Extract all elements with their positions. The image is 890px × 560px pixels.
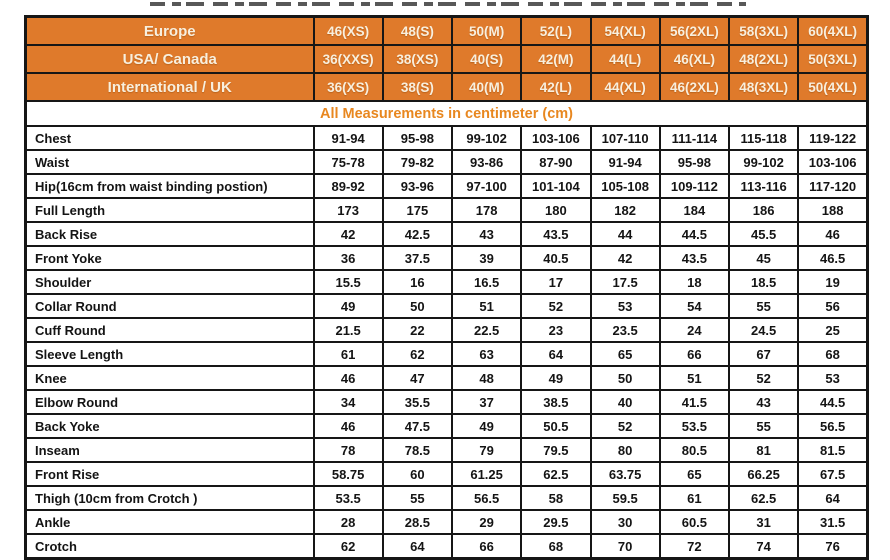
measurement-value: 35.5 [383, 390, 452, 414]
measurement-value: 81.5 [798, 438, 867, 462]
measurement-value: 46 [314, 414, 383, 438]
size-cell: 46(2XL) [660, 73, 729, 101]
measurement-label: Thigh (10cm from Crotch ) [26, 486, 314, 510]
units-note: All Measurements in centimeter (cm) [26, 101, 868, 126]
measurement-value: 115-118 [729, 126, 798, 150]
measurement-value: 101-104 [521, 174, 590, 198]
measurement-value: 28 [314, 510, 383, 534]
measurement-value: 60 [383, 462, 452, 486]
measurement-value: 76 [798, 534, 867, 559]
measurement-value: 180 [521, 198, 590, 222]
measurement-label: Inseam [26, 438, 314, 462]
size-cell: 36(XS) [314, 73, 383, 101]
measurement-value: 17 [521, 270, 590, 294]
size-cell: 48(2XL) [729, 45, 798, 73]
measurement-value: 186 [729, 198, 798, 222]
measurement-row [26, 198, 868, 222]
measurement-value: 175 [383, 198, 452, 222]
measurement-value: 18 [660, 270, 729, 294]
measurement-label: Collar Round [26, 294, 314, 318]
measurement-value: 42 [591, 246, 660, 270]
measurement-value: 44 [591, 222, 660, 246]
measurement-value: 22.5 [452, 318, 521, 342]
measurement-row [26, 390, 868, 414]
measurement-label: Elbow Round [26, 390, 314, 414]
size-cell: 56(2XL) [660, 17, 729, 46]
measurement-value: 61.25 [452, 462, 521, 486]
measurement-value: 78 [314, 438, 383, 462]
size-cell: 50(M) [452, 17, 521, 46]
measurement-value: 72 [660, 534, 729, 559]
measurement-value: 50 [383, 294, 452, 318]
measurement-value: 79 [452, 438, 521, 462]
measurement-value: 58 [521, 486, 590, 510]
measurement-value: 89-92 [314, 174, 383, 198]
units-note-row [26, 101, 868, 126]
measurement-value: 48 [452, 366, 521, 390]
measurement-value: 31 [729, 510, 798, 534]
measurement-value: 60.5 [660, 510, 729, 534]
measurement-value: 44.5 [798, 390, 867, 414]
measurement-value: 45.5 [729, 222, 798, 246]
measurement-value: 64 [521, 342, 590, 366]
measurement-value: 40.5 [521, 246, 590, 270]
measurement-value: 62.5 [521, 462, 590, 486]
measurement-label: Cuff Round [26, 318, 314, 342]
measurement-row [26, 438, 868, 462]
measurement-value: 24 [660, 318, 729, 342]
measurement-value: 16 [383, 270, 452, 294]
measurement-value: 40 [591, 390, 660, 414]
measurement-value: 29.5 [521, 510, 590, 534]
measurement-value: 109-112 [660, 174, 729, 198]
measurement-value: 37 [452, 390, 521, 414]
measurement-value: 184 [660, 198, 729, 222]
measurement-value: 17.5 [591, 270, 660, 294]
measurement-value: 53 [591, 294, 660, 318]
measurement-value: 93-96 [383, 174, 452, 198]
measurement-value: 63 [452, 342, 521, 366]
measurement-value: 81 [729, 438, 798, 462]
size-cell: 38(XS) [383, 45, 452, 73]
size-chart-table [24, 15, 869, 560]
measurement-value: 55 [729, 294, 798, 318]
header-row-international-uk [26, 73, 868, 101]
measurement-value: 55 [383, 486, 452, 510]
measurement-row [26, 366, 868, 390]
measurement-value: 91-94 [591, 150, 660, 174]
header-row-europe [26, 17, 868, 46]
measurement-value: 111-114 [660, 126, 729, 150]
measurement-value: 66 [452, 534, 521, 559]
size-cell: 48(3XL) [729, 73, 798, 101]
measurement-value: 67.5 [798, 462, 867, 486]
measurement-value: 99-102 [452, 126, 521, 150]
measurement-value: 43 [729, 390, 798, 414]
measurement-value: 46 [798, 222, 867, 246]
measurement-value: 50 [591, 366, 660, 390]
size-cell: 46(XS) [314, 17, 383, 46]
size-cell: 52(L) [521, 17, 590, 46]
measurement-rows [26, 126, 868, 559]
measurement-value: 31.5 [798, 510, 867, 534]
measurement-value: 64 [383, 534, 452, 559]
measurement-value: 62.5 [729, 486, 798, 510]
cropped-title-remnant [150, 2, 746, 6]
measurement-value: 56.5 [798, 414, 867, 438]
size-cell: 38(S) [383, 73, 452, 101]
measurement-value: 46 [314, 366, 383, 390]
size-cell: 42(M) [521, 45, 590, 73]
measurement-value: 119-122 [798, 126, 867, 150]
measurement-value: 75-78 [314, 150, 383, 174]
measurement-value: 63.75 [591, 462, 660, 486]
measurement-value: 36 [314, 246, 383, 270]
measurement-row [26, 126, 868, 150]
measurement-value: 65 [660, 462, 729, 486]
measurement-row [26, 414, 868, 438]
measurement-value: 117-120 [798, 174, 867, 198]
measurement-label: Ankle [26, 510, 314, 534]
measurement-value: 43 [452, 222, 521, 246]
size-cell: 44(XL) [591, 73, 660, 101]
measurement-value: 79-82 [383, 150, 452, 174]
measurement-value: 43.5 [521, 222, 590, 246]
size-cell: 54(XL) [591, 17, 660, 46]
size-cell: 58(3XL) [729, 17, 798, 46]
measurement-value: 87-90 [521, 150, 590, 174]
measurement-value: 50.5 [521, 414, 590, 438]
measurement-value: 53.5 [660, 414, 729, 438]
measurement-value: 24.5 [729, 318, 798, 342]
measurement-value: 178 [452, 198, 521, 222]
measurement-value: 51 [452, 294, 521, 318]
measurement-value: 42 [314, 222, 383, 246]
measurement-row [26, 150, 868, 174]
measurement-label: Full Length [26, 198, 314, 222]
measurement-value: 61 [314, 342, 383, 366]
measurement-row [26, 510, 868, 534]
measurement-value: 49 [521, 366, 590, 390]
measurement-value: 54 [660, 294, 729, 318]
measurement-value: 25 [798, 318, 867, 342]
measurement-value: 23 [521, 318, 590, 342]
measurement-value: 105-108 [591, 174, 660, 198]
measurement-value: 42.5 [383, 222, 452, 246]
measurement-value: 91-94 [314, 126, 383, 150]
measurement-value: 62 [314, 534, 383, 559]
region-label-europe: Europe [26, 17, 314, 46]
size-cell: 40(M) [452, 73, 521, 101]
measurement-value: 113-116 [729, 174, 798, 198]
size-cell: 36(XXS) [314, 45, 383, 73]
measurement-value: 68 [798, 342, 867, 366]
measurement-value: 22 [383, 318, 452, 342]
measurement-value: 44.5 [660, 222, 729, 246]
measurement-value: 34 [314, 390, 383, 414]
size-header-rows [26, 17, 868, 127]
measurement-value: 70 [591, 534, 660, 559]
measurement-value: 188 [798, 198, 867, 222]
measurement-value: 97-100 [452, 174, 521, 198]
region-label-usa-canada: USA/ Canada [26, 45, 314, 73]
measurement-value: 53.5 [314, 486, 383, 510]
measurement-label: Hip(16cm from waist binding postion) [26, 174, 314, 198]
measurement-row [26, 246, 868, 270]
measurement-value: 93-86 [452, 150, 521, 174]
measurement-value: 80 [591, 438, 660, 462]
measurement-label: Front Yoke [26, 246, 314, 270]
measurement-value: 67 [729, 342, 798, 366]
size-cell: 48(S) [383, 17, 452, 46]
measurement-value: 182 [591, 198, 660, 222]
measurement-value: 59.5 [591, 486, 660, 510]
measurement-value: 15.5 [314, 270, 383, 294]
measurement-value: 74 [729, 534, 798, 559]
measurement-value: 37.5 [383, 246, 452, 270]
measurement-value: 66.25 [729, 462, 798, 486]
measurement-value: 52 [591, 414, 660, 438]
measurement-value: 23.5 [591, 318, 660, 342]
measurement-label: Waist [26, 150, 314, 174]
size-cell: 46(XL) [660, 45, 729, 73]
measurement-value: 30 [591, 510, 660, 534]
measurement-value: 64 [798, 486, 867, 510]
measurement-value: 43.5 [660, 246, 729, 270]
measurement-value: 61 [660, 486, 729, 510]
measurement-value: 78.5 [383, 438, 452, 462]
measurement-value: 52 [521, 294, 590, 318]
measurement-label: Shoulder [26, 270, 314, 294]
measurement-value: 49 [452, 414, 521, 438]
measurement-value: 107-110 [591, 126, 660, 150]
measurement-row [26, 462, 868, 486]
measurement-row [26, 294, 868, 318]
measurement-value: 103-106 [521, 126, 590, 150]
size-cell: 50(3XL) [798, 45, 867, 73]
measurement-row [26, 534, 868, 559]
measurement-value: 99-102 [729, 150, 798, 174]
measurement-value: 95-98 [660, 150, 729, 174]
measurement-row [26, 270, 868, 294]
measurement-value: 103-106 [798, 150, 867, 174]
measurement-label: Back Rise [26, 222, 314, 246]
measurement-value: 39 [452, 246, 521, 270]
measurement-label: Sleeve Length [26, 342, 314, 366]
measurement-value: 18.5 [729, 270, 798, 294]
size-cell: 50(4XL) [798, 73, 867, 101]
measurement-value: 80.5 [660, 438, 729, 462]
measurement-value: 41.5 [660, 390, 729, 414]
measurement-value: 65 [591, 342, 660, 366]
measurement-value: 16.5 [452, 270, 521, 294]
measurement-label: Chest [26, 126, 314, 150]
measurement-label: Crotch [26, 534, 314, 559]
measurement-label: Knee [26, 366, 314, 390]
measurement-value: 38.5 [521, 390, 590, 414]
measurement-value: 52 [729, 366, 798, 390]
measurement-row [26, 174, 868, 198]
measurement-row [26, 486, 868, 510]
size-cell: 42(L) [521, 73, 590, 101]
size-cell: 60(4XL) [798, 17, 867, 46]
measurement-value: 45 [729, 246, 798, 270]
measurement-value: 46.5 [798, 246, 867, 270]
measurement-value: 47.5 [383, 414, 452, 438]
measurement-value: 29 [452, 510, 521, 534]
measurement-value: 56 [798, 294, 867, 318]
measurement-value: 51 [660, 366, 729, 390]
measurement-value: 68 [521, 534, 590, 559]
measurement-value: 21.5 [314, 318, 383, 342]
measurement-value: 47 [383, 366, 452, 390]
measurement-value: 53 [798, 366, 867, 390]
measurement-value: 58.75 [314, 462, 383, 486]
measurement-value: 95-98 [383, 126, 452, 150]
measurement-value: 56.5 [452, 486, 521, 510]
measurement-row [26, 222, 868, 246]
measurement-row [26, 342, 868, 366]
measurement-value: 173 [314, 198, 383, 222]
measurement-value: 62 [383, 342, 452, 366]
measurement-value: 19 [798, 270, 867, 294]
measurement-row [26, 318, 868, 342]
measurement-value: 49 [314, 294, 383, 318]
measurement-value: 28.5 [383, 510, 452, 534]
measurement-label: Back Yoke [26, 414, 314, 438]
region-label-international: International / UK [26, 73, 314, 101]
header-row-usa-canada [26, 45, 868, 73]
measurement-value: 79.5 [521, 438, 590, 462]
measurement-value: 55 [729, 414, 798, 438]
size-cell: 40(S) [452, 45, 521, 73]
size-cell: 44(L) [591, 45, 660, 73]
measurement-value: 66 [660, 342, 729, 366]
measurement-label: Front Rise [26, 462, 314, 486]
